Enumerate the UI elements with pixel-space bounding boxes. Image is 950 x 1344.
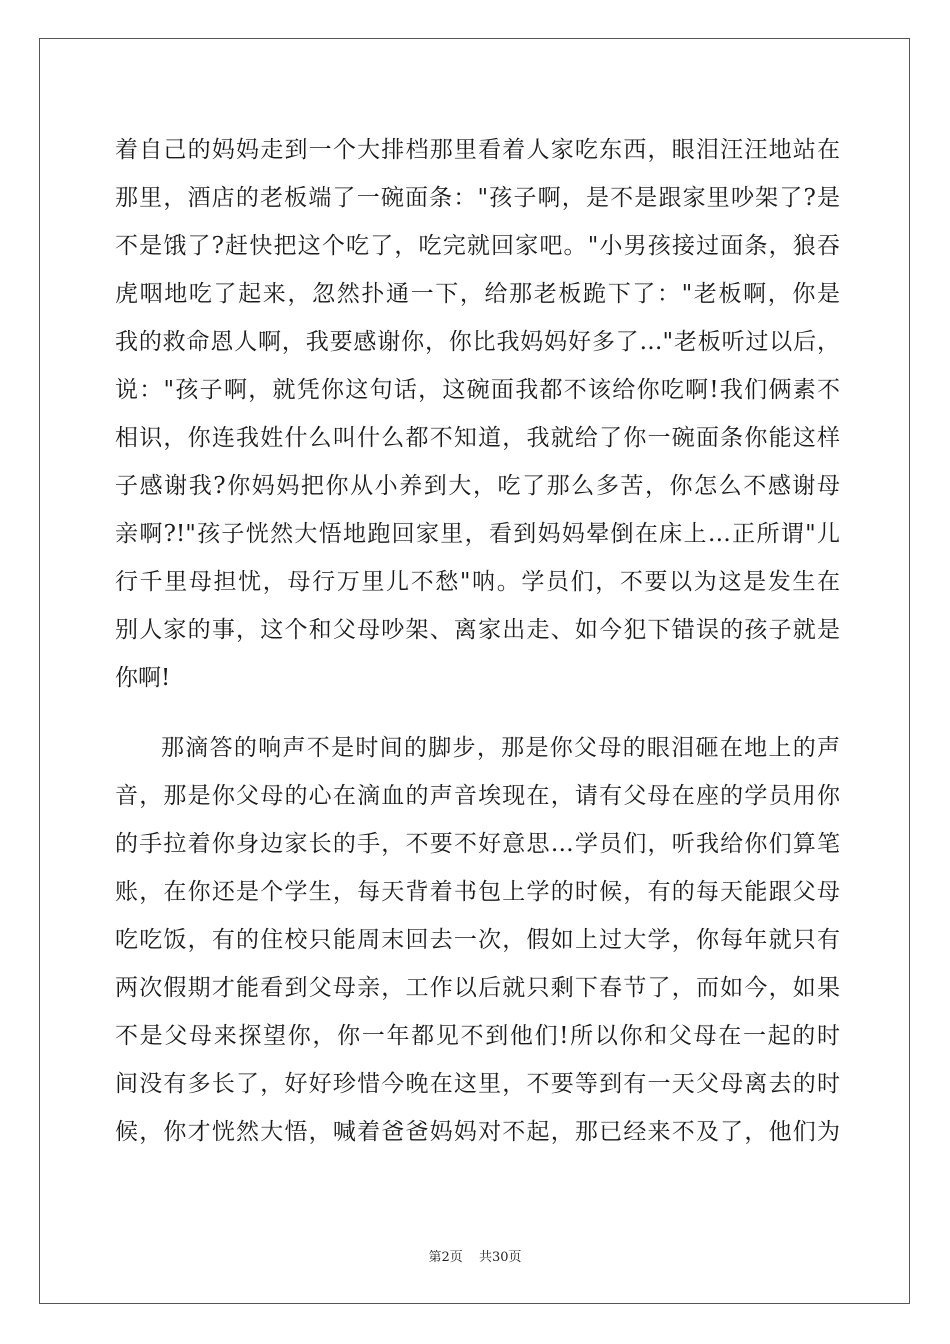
text-line: 我的救命恩人啊，我要感谢你，你比我妈妈好多了…"老板听过以后， xyxy=(115,329,840,355)
text-line: 那滴答的响声不是时间的脚步，那是你父母的眼泪砸在地上的声 xyxy=(161,735,840,761)
text-line: 吃吃饭，有的住校只能周末回去一次，假如上过大学，你每年就只有 xyxy=(115,927,840,953)
text-line: 子感谢我?你妈妈把你从小养到大，吃了那么多苦，你怎么不感谢母 xyxy=(115,473,840,499)
text-line: 两次假期才能看到父母亲，工作以后就只剩下春节了，而如今，如果 xyxy=(115,975,840,1001)
text-line: 虎咽地吃了起来，忽然扑通一下，给那老板跪下了："老板啊，你是 xyxy=(115,281,840,307)
total-pages: 共30页 xyxy=(478,1250,522,1265)
text-line: 着自己的妈妈走到一个大排档那里看着人家吃东西，眼泪汪汪地站在 xyxy=(115,137,840,163)
text-line: 候，你才恍然大悟，喊着爸爸妈妈对不起，那已经来不及了，他们为 xyxy=(115,1119,840,1145)
text-line: 那里，酒店的老板端了一碗面条："孩子啊，是不是跟家里吵架了?是 xyxy=(115,185,840,211)
page-footer xyxy=(0,1246,950,1265)
text-line: 别人家的事，这个和父母吵架、离家出走、如今犯下错误的孩子就是 xyxy=(115,617,840,643)
text-line: 行千里母担忧，母行万里儿不愁"呐。学员们，不要以为这是发生在 xyxy=(115,569,840,595)
text-line: 不是父母来探望你，你一年都见不到他们!所以你和父母在一起的时 xyxy=(115,1023,840,1049)
text-line: 的手拉着你身边家长的手，不要不好意思…学员们，听我给你们算笔 xyxy=(115,831,840,857)
text-line: 不是饿了?赶快把这个吃了，吃完就回家吧。"小男孩接过面条，狼吞 xyxy=(115,233,840,259)
text-line: 相识，你连我姓什么叫什么都不知道，我就给了你一碗面条你能这样 xyxy=(115,425,840,451)
text-line: 账，在你还是个学生，每天背着书包上学的时候，有的每天能跟父母 xyxy=(115,879,840,905)
text-line: 间没有多长了，好好珍惜今晚在这里，不要等到有一天父母离去的时 xyxy=(115,1071,840,1097)
text-line: 说："孩子啊，就凭你这句话，这碗面我都不该给你吃啊!我们俩素不 xyxy=(115,377,840,403)
text-line: 音，那是你父母的心在滴血的声音埃现在，请有父母在座的学员用你 xyxy=(115,783,840,809)
page-number: 第2页 xyxy=(428,1250,463,1265)
text-line: 你啊! xyxy=(115,665,171,691)
text-line: 亲啊?!"孩子恍然大悟地跑回家里，看到妈妈晕倒在床上…正所谓"儿 xyxy=(115,521,840,547)
